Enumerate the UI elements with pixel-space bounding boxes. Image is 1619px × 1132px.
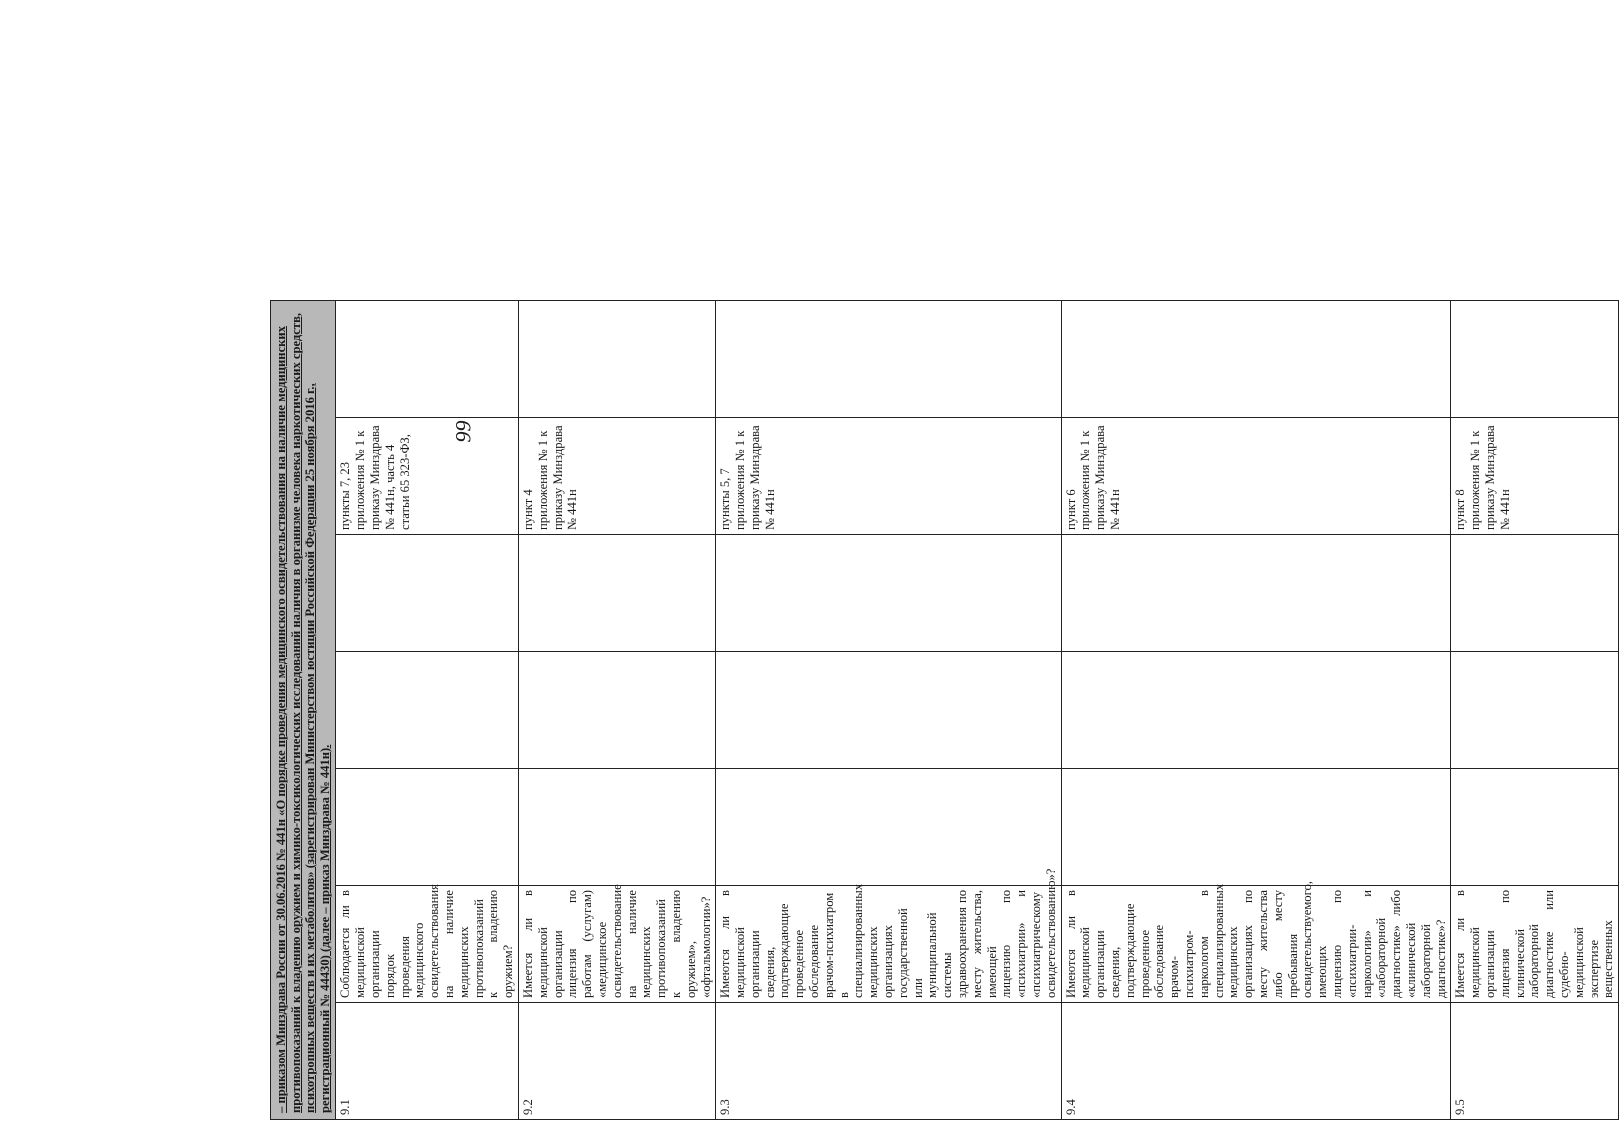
notes-cell: [1451, 301, 1619, 418]
source-cell: пункты 7, 23 приложения № 1 к приказу Минздрава № 441н, часть 4 статьи 65 323-ФЗ,: [336, 418, 519, 535]
page-number: 66: [451, 420, 476, 442]
table-row: [716, 301, 1061, 1120]
question-cell: Соблюдается ли в медицинской организации порядок проведения медицинского освидетельствования на наличие медицинских противопоказаний к владению оружием?: [336, 886, 519, 1003]
legal-reference-header: – приказом Минздрава России от 30.06.2016 № 441н «О порядке проведения медицинского освидетельствования на наличие медицинских противопоказаний к владению оружием и химико-токсикологических исследований наличия в организме человека наркотических средств, психотропных веществ и их метаболитов» (зарегистрирован Министерством юстиции Российской Федерации 25 ноября 2016 г., регистрационный № 44430) (далее – приказ Минздрава № 441н).: [271, 301, 336, 1120]
answer-no-cell: [336, 652, 519, 769]
answer-no-cell: [716, 652, 1061, 769]
source-cell: пункт 4 приложения № 1 к приказу Минздрава № 441н: [518, 418, 715, 535]
table-row: [1451, 301, 1619, 1120]
source-cell: пункт 8 приложения № 1 к приказу Минздрава № 441н: [1451, 418, 1619, 535]
answer-yes-cell: [1061, 769, 1451, 886]
row-number: 9.1: [336, 1003, 519, 1120]
row-number: 9.3: [716, 1003, 1061, 1120]
question-cell: Имеются ли в медицинской организации сведения, подтверждающие проведенное обследование врачом-психиатром-наркологом в специализированных медицинских организациях по месту жительства либо месту пребывания освидетельствуемого, имеющих лицензию по «психиатрии-наркологии» и «лабораторной диагностике» либо «клинической лабораторной диагностике»?: [1061, 886, 1451, 1003]
notes-cell: [518, 301, 715, 418]
question-cell: Имеется ли в медицинской организации лицензия по работам (услугам) «медицинское освидетельствование на наличие медицинских противопоказаний к владению оружием», «офтальмологии»?: [518, 886, 715, 1003]
answer-na-cell: [518, 535, 715, 652]
question-cell: Имеются ли в медицинской организации сведения, подтверждающие проведенное обследование врачом-психиатром в специализированных медицинских организациях государственной или муниципальной системы здравоохранения по месту жительства, имеющей лицензию по «психиатрии» и «психиатрическому освидетельствованию»?: [716, 886, 1061, 1003]
answer-yes-cell: [1451, 769, 1619, 886]
question-cell: Имеется ли в медицинской организации лицензия по клинической лабораторной диагностике или судебно-медицинской экспертизе вещественных: [1451, 886, 1619, 1003]
answer-yes-cell: [518, 769, 715, 886]
answer-na-cell: [336, 535, 519, 652]
row-number: 9.5: [1451, 1003, 1619, 1120]
source-cell: пункты 5, 7 приложения № 1 к приказу Минздрава № 441н: [716, 418, 1061, 535]
answer-no-cell: [1451, 652, 1619, 769]
table-header-row: [271, 301, 336, 1120]
row-number: 9.2: [518, 1003, 715, 1120]
checklist-table: [270, 300, 1619, 1120]
notes-cell: [1061, 301, 1451, 418]
answer-na-cell: [716, 535, 1061, 652]
answer-no-cell: [518, 652, 715, 769]
table-row: [1061, 301, 1451, 1120]
source-cell: пункт 6 приложения № 1 к приказу Минздрава № 441н: [1061, 418, 1451, 535]
table-row: [336, 301, 519, 1120]
answer-yes-cell: [716, 769, 1061, 886]
table-row: [518, 301, 715, 1120]
answer-na-cell: [1451, 535, 1619, 652]
answer-na-cell: [1061, 535, 1451, 652]
answer-no-cell: [1061, 652, 1451, 769]
notes-cell: [336, 301, 519, 418]
rotated-page: [270, 290, 1616, 1132]
notes-cell: [716, 301, 1061, 418]
answer-yes-cell: [336, 769, 519, 886]
row-number: 9.4: [1061, 1003, 1451, 1120]
